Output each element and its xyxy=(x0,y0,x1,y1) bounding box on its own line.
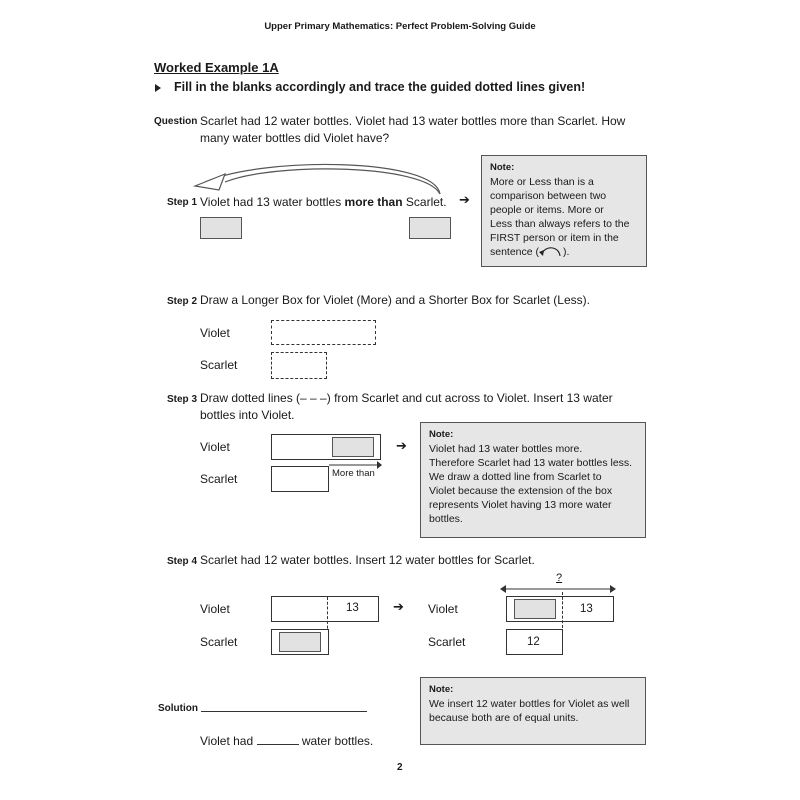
small-curved-arrow-icon xyxy=(539,245,563,257)
note-heading: Note: xyxy=(429,684,454,695)
note-line: We insert 12 water bottles for Violet as well xyxy=(429,698,630,710)
more-than-label: More than xyxy=(332,468,375,479)
unknown-label: ? xyxy=(556,572,563,584)
violet-result-box[interactable] xyxy=(514,599,556,619)
note-line: people or items. More or xyxy=(490,204,604,216)
step3-text-line2: bottles into Violet. xyxy=(200,408,295,422)
step1-label: Step 1 xyxy=(167,197,198,208)
solution-answer-sentence: Violet had water bottles. xyxy=(200,734,374,748)
step4-scarlet-label: Scarlet xyxy=(200,635,238,649)
note-line: FIRST person or item in the xyxy=(490,232,619,244)
right-arrow-icon: ➔ xyxy=(393,599,404,614)
instruction-text: Fill in the blanks accordingly and trace the guided dotted lines given! xyxy=(174,80,586,94)
scarlet-bar xyxy=(271,466,329,492)
question-label: Question xyxy=(154,116,198,127)
violet-value: 13 xyxy=(346,602,359,614)
worked-example-title: Worked Example 1A xyxy=(154,60,279,75)
step2-violet-label: Violet xyxy=(200,326,230,340)
scarlet-shorter-box[interactable] xyxy=(271,352,327,379)
note-box-2 xyxy=(420,422,646,538)
note-line: represents Violet having 13 more water xyxy=(429,499,612,511)
note-line: Less than always refers to the xyxy=(490,218,630,230)
step4-violet-label-2: Violet xyxy=(428,602,458,616)
step3-label: Step 3 xyxy=(167,394,198,405)
violet-result-value: 13 xyxy=(580,603,593,615)
note-line: Violet because the extension of the box xyxy=(429,485,613,497)
violet-extension-box[interactable] xyxy=(332,437,374,457)
note-box-3 xyxy=(420,677,646,745)
step4-violet-label: Violet xyxy=(200,602,230,616)
solution-label: Solution xyxy=(158,703,198,714)
page-header: Upper Primary Mathematics: Perfect Problem-Solving Guide xyxy=(264,21,536,32)
note-heading: Note: xyxy=(429,429,454,440)
note-box-1 xyxy=(481,155,647,267)
note-line: More or Less than is a xyxy=(490,176,594,188)
violet-longer-box[interactable] xyxy=(271,320,376,345)
violet-bar-step4 xyxy=(271,596,379,622)
step3-violet-label: Violet xyxy=(200,440,230,454)
step1-text: Violet had 13 water bottles more than Scarlet. xyxy=(200,195,447,209)
solution-answer-line[interactable] xyxy=(201,711,367,712)
step3-scarlet-label: Scarlet xyxy=(200,472,238,486)
step2-text: Draw a Longer Box for Violet (More) and a Shorter Box for Scarlet (Less). xyxy=(200,293,590,307)
note-line: because both are of equal units. xyxy=(429,712,579,724)
scarlet-result-value: 12 xyxy=(527,636,540,648)
note-line: Violet had 13 water bottles more. xyxy=(429,443,583,455)
step4-text: Scarlet had 12 water bottles. Insert 12 water bottles for Scarlet. xyxy=(200,553,535,567)
blank-box-scarlet[interactable] xyxy=(409,217,451,239)
right-arrow-icon: ➔ xyxy=(396,438,407,453)
step4-scarlet-label-2: Scarlet xyxy=(428,635,466,649)
step3-text-line1: Draw dotted lines (– – –) from Scarlet and cut across to Violet. Insert 13 water xyxy=(200,391,613,405)
note-line: sentence ( ). xyxy=(490,246,570,258)
bullet-triangle-icon xyxy=(155,84,161,92)
step2-label: Step 2 xyxy=(167,296,198,307)
dotted-divider xyxy=(562,592,563,628)
step4-label: Step 4 xyxy=(167,556,198,567)
scarlet-blank-box[interactable] xyxy=(279,632,321,652)
step2-scarlet-label: Scarlet xyxy=(200,358,238,372)
note-line: comparison between two xyxy=(490,190,607,202)
note-line: bottles. xyxy=(429,513,463,525)
note-line: Therefore Scarlet had 13 water bottles less. xyxy=(429,457,633,469)
answer-blank[interactable] xyxy=(257,733,299,745)
total-double-arrow-icon xyxy=(500,583,616,595)
note-heading: Note: xyxy=(490,162,515,173)
right-arrow-icon: ➔ xyxy=(459,192,470,207)
note-line: We draw a dotted line from Scarlet to xyxy=(429,471,602,483)
blank-box-violet[interactable] xyxy=(200,217,242,239)
question-text-line2: many water bottles did Violet have? xyxy=(200,131,390,145)
page-number: 2 xyxy=(397,762,403,773)
question-text-line1: Scarlet had 12 water bottles. Violet had 13 water bottles more than Scarlet. How xyxy=(200,114,626,128)
